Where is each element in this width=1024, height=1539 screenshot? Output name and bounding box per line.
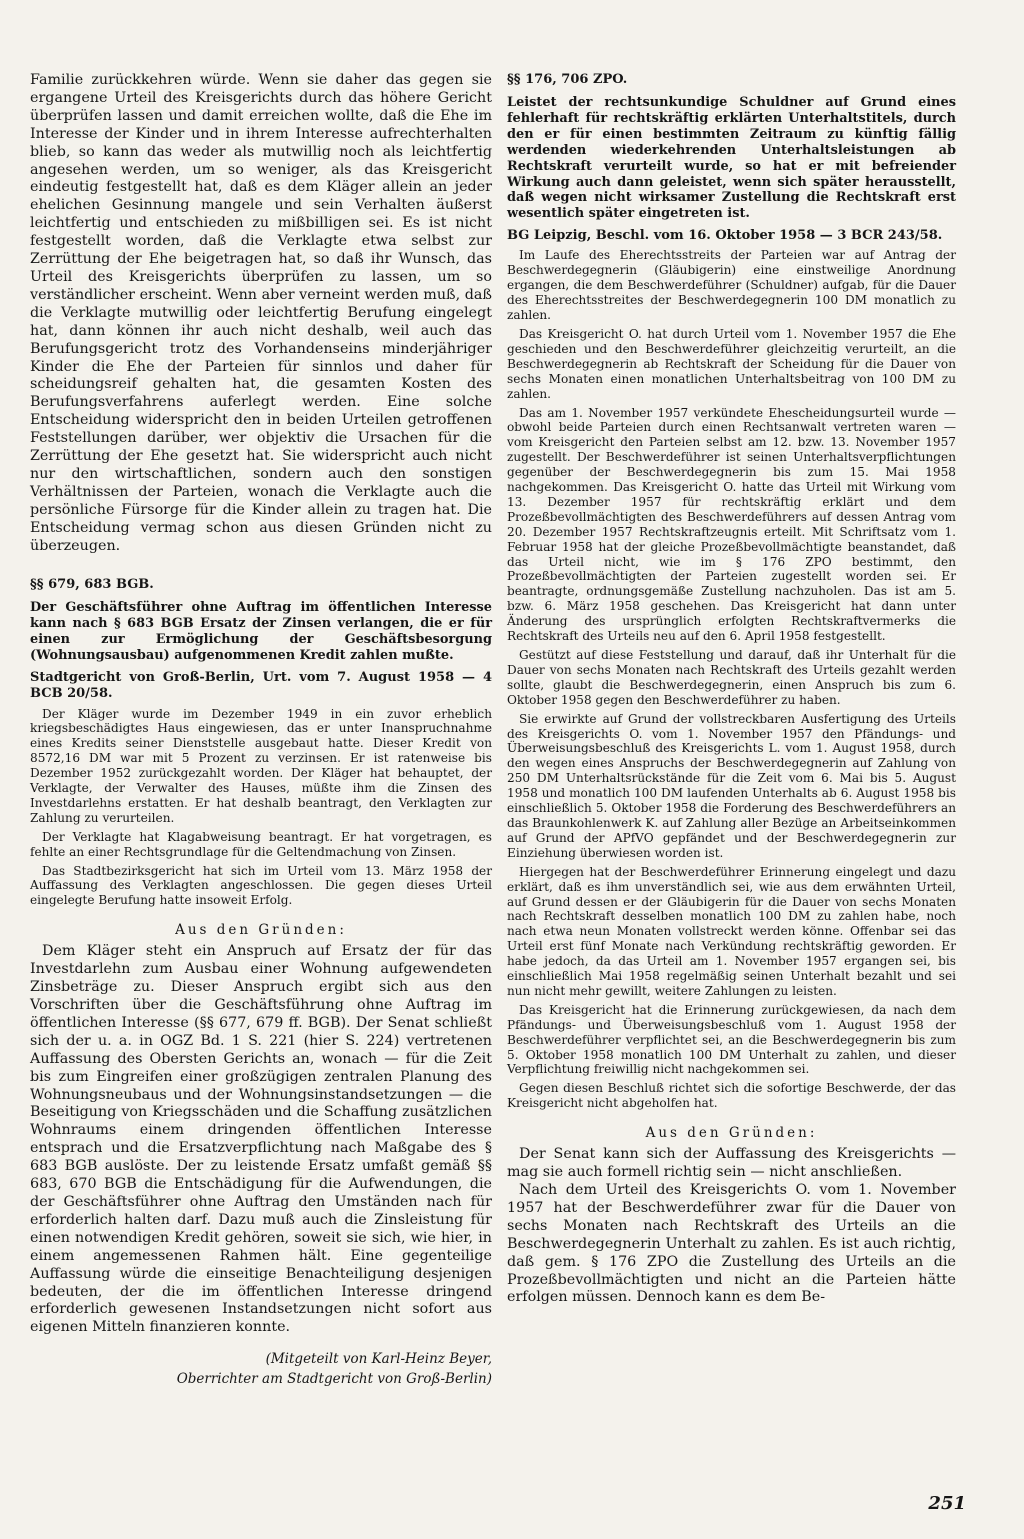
paragraph: Das Kreisgericht O. hat durch Urteil vom 1. November 1957 die Ehe geschieden und den Beschwerdeführer gleichzeitig verurteilt, an die Beschwerdegegnerin ab Rechtskraft der Scheidung für die Dauer von sechs Monaten einen monatlichen Unterhaltsbeitrag von 100 DM zu zahlen. xyxy=(507,326,956,401)
court-citation: Stadtgericht von Groß-Berlin, Urt. vom 7. August 1958 — 4 BCB 20/58. xyxy=(30,670,492,702)
reasons-heading: Aus den Gründen: xyxy=(175,922,347,939)
paragraph: Der Senat kann sich der Auffassung des Kreisgerichts — mag sie auch formell richtig sein — nicht anschließen. xyxy=(507,1146,956,1181)
paragraph: Nach dem Urteil des Kreisgerichts O. vom 1. November 1957 hat der Beschwerdeführer zwar für die Dauer von sechs Monaten nach Rechtskraft des Urteils an die Beschwerdegegnerin Unterhalt zu zahlen. Es ist auch richtig, daß gem. § 176 ZPO die Zustellung des Urteils an die Prozeßbevollmächtigten und nicht an die Parteien hätte erfolgen müssen. Dennoch kann es dem Be- xyxy=(507,1182,956,1306)
attribution-line-1: (Mitgeteilt von Karl-Heinz Beyer, xyxy=(265,1351,492,1368)
paragraph: Der Verklagte hat Klagabweisung beantragt. Er hat vorgetragen, es fehlte an einer Rechtsgrundlage für die Geltendmachung von Zinsen. xyxy=(30,829,492,859)
reasons-heading: Aus den Gründen: xyxy=(645,1125,818,1142)
headnote: Leistet der rechtsunkundige Schuldner auf Grund eines fehlerhaft für rechtskräftig erklärten Unterhaltstitels, durch den er für einen bestimmten Zeitraum zu künftig fällig werdenden wiederkehrenden Unterhaltsleistungen ab Rechtskraft verurteilt wurde, so hat er mit befreiender Wirkung auch dann geleistet, wenn sich später herausstellt, daß wegen nicht wirksamer Zustellung die Rechtskraft erst wesentlich später eingetreten ist. xyxy=(507,95,956,222)
paragraph: Der Kläger wurde im Dezember 1949 in ein zuvor erheblich kriegsbeschädigtes Haus eingewiesen, das er unter Inanspruchnahme eines Kredits seiner Dienststelle ausgebaut hatte. Dieser Kredit von 8572,16 DM war mit 5 Prozent zu verzinsen. Er ist ratenweise bis Dezember 1952 zurückgezahlt worden. Der Kläger hat behauptet, der Verklagte, der Verwalter des Hauses, müßte ihm die Zinsen des Investdarlehns erstatten. Er hat deshalb beantragt, den Verklagten zur Zahlung zu verurteilen. xyxy=(30,706,492,825)
right-column xyxy=(507,72,956,1307)
paragraph: Dem Kläger steht ein Anspruch auf Ersatz der für das Investdarlehn zum Ausbau einer Wohnung aufgewendeten Zinsbeträge zu. Dieser Anspruch ergibt sich aus den Vorschriften über die Geschäftsführung ohne Auftrag im öffentlichen Interesse (§§ 677, 679 ff. BGB). Der Senat schließt sich der u. a. in OGZ Bd. 1 S. 221 (hier S. 224) vertretenen Auffassung des Obersten Gerichts an, wonach — für die Zeit bis zum Eingreifen einer großzügigen zentralen Planung des Wohnungsneubaus und der Wohnungsinstandsetzungen — die Beseitigung von Kriegsschäden und die Schaffung zusätzlichen Wohnraums einem dringenden öffentlichen Interesse entsprach und die Ersatzverpflichtung nach Maßgabe des § 683 BGB auslöste. Der zu leistende Ersatz umfaßt gemäß §§ 683, 670 BGB die Entschädigung für die Aufwendungen, die der Geschäftsführer ohne Auftrag den Umständen nach für erforderlich halten darf. Dazu muß auch die Zinsleistung für einen notwendigen Kredit gehören, soweit sie sich, wie hier, in einem angemessenen Rahmen hält. Eine gegenteilige Auffassung würde die einseitige Benachteiligung desjenigen bedeuten, der die im öffentlichen Interesse dringend erforderlich gewesenen Instandsetzungen nicht sofort aus eigenen Mitteln finanzieren konnte. xyxy=(30,943,492,1336)
paragraph: Gegen diesen Beschluß richtet sich die sofortige Beschwerde, der das Kreisgericht nicht abgeholfen hat. xyxy=(507,1081,956,1111)
paragraph: Das am 1. November 1957 verkündete Ehescheidungsurteil wurde — obwohl beide Parteien durch einen Rechtsanwalt vertreten waren — vom Kreisgericht den Parteien selbst am 12. bzw. 13. November 1957 zugestellt. Der Beschwerdeführer ist seinen Unterhaltsverpflichtungen gegenüber der Beschwerdegegnerin bis zum 15. Mai 1958 nachgekommen. Das Kreisgericht O. hatte das Urteil mit Wirkung vom 13. Dezember 1957 für rechtskräftig erklärt und dem Prozeßbevollmächtigten des Beschwerdeführers auf dessen Antrag vom 20. Dezember 1957 Rechtskraftzeugnis erteilt. Mit Schriftsatz vom 1. Februar 1958 hat der gleiche Prozeßbevollmächtigte beanstandet, daß das Urteil nicht, wie im § 176 ZPO bestimmt, den Prozeßbevollmächtigten der Parteien zugestellt worden sei. Er beantragte, ordnungsgemäße Zustellung nachzuholen. Das ist am 5. bzw. 6. März 1958 geschehen. Das Kreisgericht hat dann unter Änderung des ursprünglich erfolgten Rechtskraftvermerks die Rechtskraft des Urteils neu auf den 6. April 1958 festgestellt. xyxy=(507,405,956,644)
paragraph: Hiergegen hat der Beschwerdeführer Erinnerung eingelegt und dazu erklärt, daß es ihm unverständlich sei, wie aus dem erwähnten Urteil, auf Grund dessen er der Gläubigerin für die Dauer von sechs Monaten nach Rechtskraft desselben monatlich 100 DM zu zahlen habe, noch nach etwa neun Monaten vollstreckt werden könne. Offenbar sei das Urteil erst fünf Monate nach Verkündung rechtskräftig geworden. Er habe jedoch, da das Urteil am 1. November 1957 ergangen sei, bis einschließlich Mai 1958 regelmäßig seinen Unterhalt bezahlt und sei nun nicht mehr gewillt, weitere Zahlungen zu leisten. xyxy=(507,864,956,998)
court-citation: BG Leipzig, Beschl. vom 16. Oktober 1958 — 3 BCR 243/58. xyxy=(507,228,943,244)
page-number: 251 xyxy=(928,1493,966,1514)
section-heading: §§ 176, 706 ZPO. xyxy=(507,72,628,87)
paragraph: Das Stadtbezirksgericht hat sich im Urteil vom 13. März 1958 der Auffassung des Verklagten angeschlossen. Die gegen dieses Urteil eingelegte Berufung hatte insoweit Erfolg. xyxy=(30,863,492,908)
section-heading: §§ 679, 683 BGB. xyxy=(30,577,154,593)
paragraph: Familie zurückkehren würde. Wenn sie daher das gegen sie ergangene Urteil des Kreisgerichts durch das höhere Gericht überprüfen lassen und damit erreichen wollte, daß die Ehe im Interesse der Kinder und in ihrem Interesse aufrechterhalten blieb, so kann das weder als mutwillig noch als leichtfertig angesehen werden, um so weniger, als das Kreisgericht eindeutig festgestellt hat, daß es dem Kläger allein an jeder ehelichen Gesinnung mangele und sein Verhalten äußerst leichtfertig und entschieden zu mißbilligen sei. Es ist nicht festgestellt worden, daß die Verklagte etwa selbst zur Zerrüttung der Ehe beigetragen hat, so daß ihr Wunsch, das Urteil des Kreisgerichts überprüfen zu lassen, um so verständlicher erscheint. Wenn aber verneint werden muß, daß die Verklagte mutwillig oder leichtfertig Berufung eingelegt hat, dann können ihr auch nicht deshalb, weil auch das Berufungsgericht trotz des Vorhandenseins minderjähriger Kinder die Ehe der Parteien für sinnlos und daher für scheidungsreif gehalten hat, die gesamten Kosten des Berufungsverfahrens auferlegt werden. Eine solche Entscheidung widerspricht den in beiden Urteilen getroffenen Feststellungen darüber, wer objektiv die Ursachen für die Zerrüttung der Ehe gesetzt hat. Sie widerspricht auch nicht nur den wirtschaftlichen, sondern auch den sonstigen Verhältnissen der Parteien, wonach die Verklagte auch die persönliche Fürsorge für die Kinder allein zu tragen hat. Die Entscheidung vermag schon aus diesen Gründen nicht zu überzeugen. xyxy=(30,72,492,554)
paragraph: Im Laufe des Eherechtsstreits der Parteien war auf Antrag der Beschwerdegegnerin (Gläubigerin) eine einstweilige Anordnung ergangen, die dem Beschwerdeführer (Schuldner) aufgab, für die Dauer des Eherechtsstreites der Beschwerdegegnerin 100 DM monatlich zu zahlen. xyxy=(507,248,956,323)
left-column xyxy=(30,72,492,1389)
paragraph: Das Kreisgericht hat die Erinnerung zurückgewiesen, da nach dem Pfändungs- und Überweisungsbeschluß vom 1. August 1958 der Beschwerdeführer verpflichtet sei, an die Beschwerdegegnerin bis zum 5. Oktober 1958 monatlich 100 DM Unterhalt zu zahlen, und dieser Verpflichtung freiwillig nicht nachgekommen sei. xyxy=(507,1002,956,1077)
paragraph: Gestützt auf diese Feststellung und darauf, daß ihr Unterhalt für die Dauer von sechs Monaten nach Rechtskraft des Urteils gezahlt werden sollte, glaubt die Beschwerdegegnerin, einen Anspruch bis zum 6. Oktober 1958 gegen den Beschwerdeführer zu haben. xyxy=(507,648,956,707)
headnote: Der Geschäftsführer ohne Auftrag im öffentlichen Interesse kann nach § 683 BGB Ersatz der Zinsen verlangen, die er für einen zur Ermöglichung der Geschäftsbesorgung (Wohnungsausbau) aufgenommenen Kredit zahlen mußte. xyxy=(30,600,492,664)
paragraph: Sie erwirkte auf Grund der vollstreckbaren Ausfertigung des Urteils des Kreisgerichts O. vom 1. November 1957 den Pfändungs- und Überweisungsbeschluß des Kreisgerichts L. vom 1. August 1958, durch den wegen eines Anspruchs der Beschwerdegegnerin auf Zahlung von 250 DM Unterhaltsrückstände für die Zeit vom 6. Mai bis 5. August 1958 und monatlich 100 DM laufenden Unterhalts ab 6. August 1958 bis einschließlich 5. Oktober 1958 die Forderung des Beschwerdeführers an das Braunkohlenwerk K. auf Zahlung aller Bezüge an Arbeitseinkommen auf Grund der APfVO gepfändet und der Beschwerdegegnerin zur Einziehung überwiesen worden ist. xyxy=(507,711,956,860)
attribution-line-2: Oberrichter am Stadtgericht von Groß-Berlin) xyxy=(176,1371,492,1388)
